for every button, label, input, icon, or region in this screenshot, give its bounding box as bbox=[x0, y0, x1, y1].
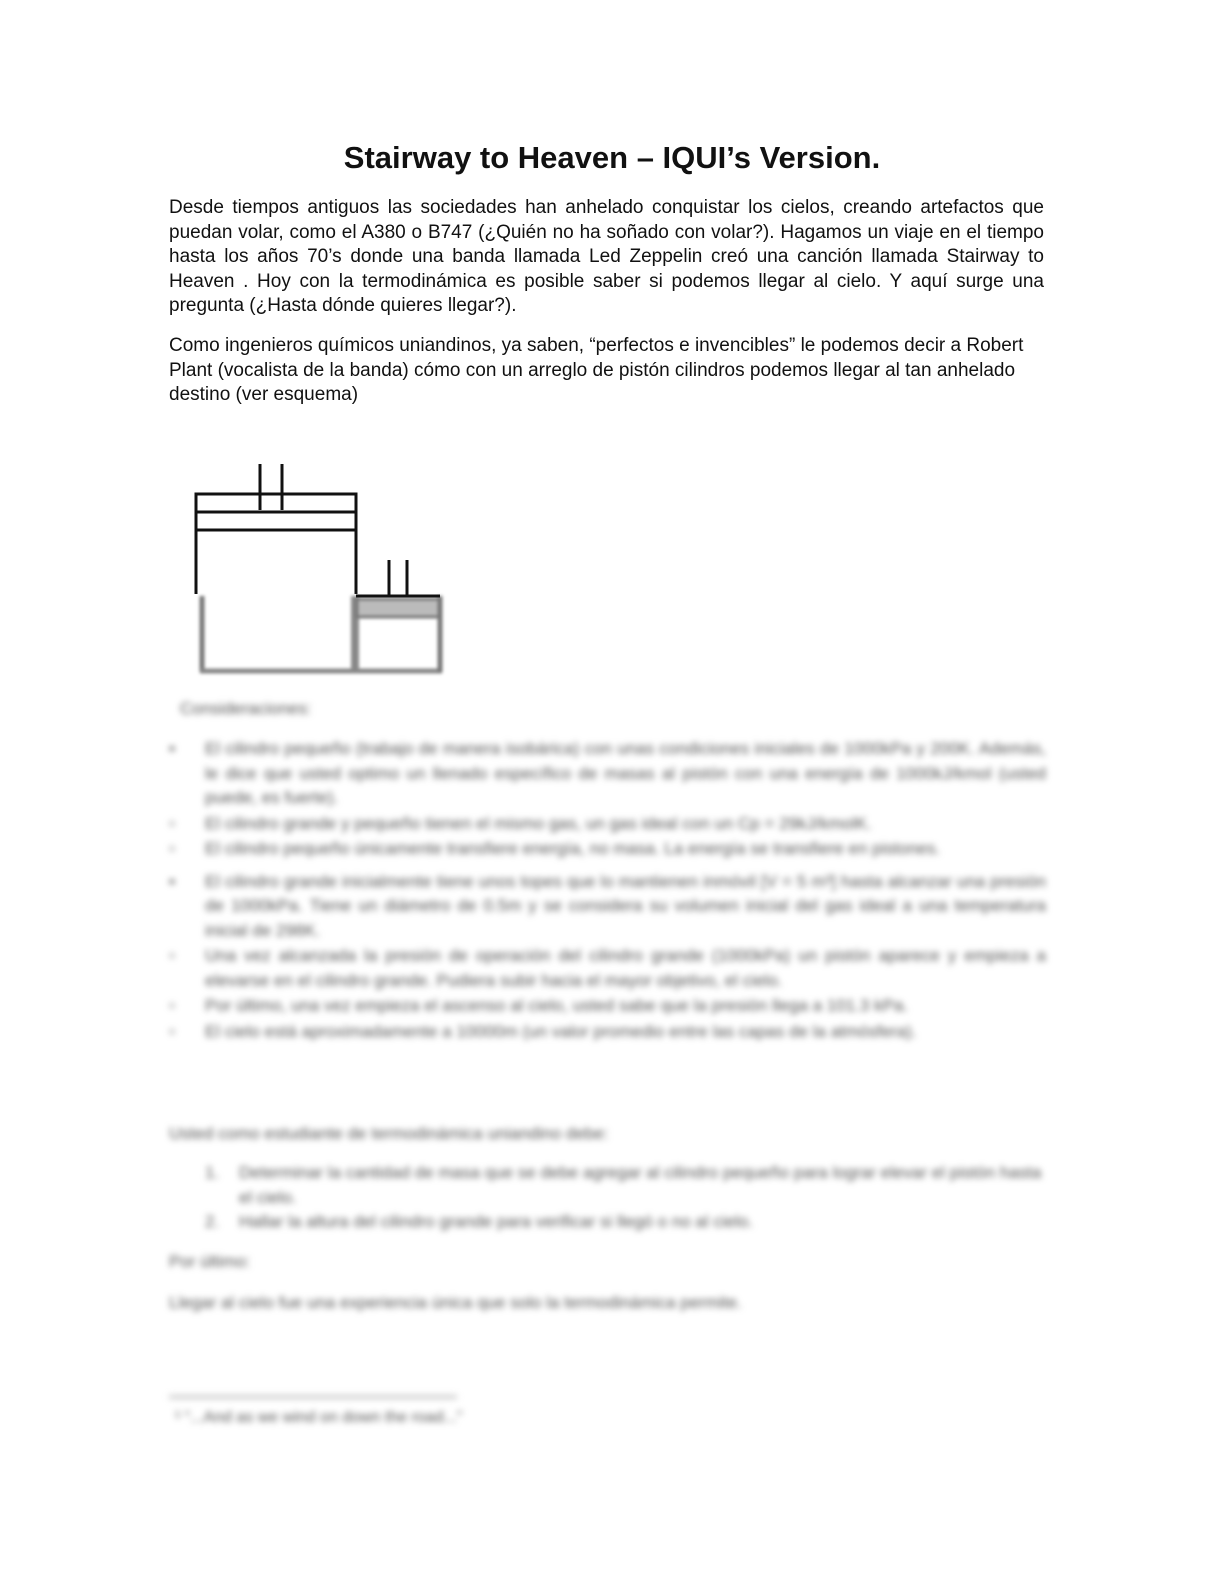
bullet-icon: ▪ bbox=[169, 871, 176, 891]
document-title: Stairway to Heaven – IQUI’s Version. bbox=[343, 140, 881, 175]
list-item: ▪ El cilindro grande inicialmente tiene unos topes que lo mantienen inmóvil [V = 5 m³] hasta alcanzar una presión de 1000kPa. Tiene un diámetro de 0.5m y se considera su volumen inicial del gas ideal a una temperatura inicial de 298K. bbox=[169, 871, 1046, 940]
list-item: ▫ El cilindro pequeño únicamente transfiere energía, no masa. La energía se transfiere en pistones. bbox=[169, 837, 1046, 862]
questions-list bbox=[205, 1161, 1047, 1235]
bullet-icon: ▪ bbox=[169, 739, 176, 758]
list-item: 1. Determinar la cantidad de masa que se debe agregar al cilindro pequeño para lograr elevar el pistón hasta el cielo. bbox=[205, 1163, 1042, 1207]
footnote: ¹ “...And as we wind on down the road...” bbox=[175, 1409, 463, 1426]
bullet-icon: ▫ bbox=[169, 996, 176, 1015]
bullet-icon: ▫ bbox=[169, 946, 176, 965]
list-item: ▫ Una vez alcanzada la presión de operación del cilindro grande (1000kPa) un pistón aparece y empieza a elevarse en el cilindro grande. Pudiera subir hacia el mayor objetivo, el cielo. bbox=[169, 946, 1046, 990]
final-text: Llegar al cielo fue una experiencia única que solo la termodinámica permite. bbox=[169, 1293, 742, 1312]
list-item: ▪ El cilindro pequeño (trabajo de manera isobárica) con unas condiciones iniciales de 1000kPa y 200K. Además, le dice que usted optimo un llenado específico de masas al pistón con una energía de 1000kJ/kmol (usted puede, es fuerte). bbox=[169, 739, 1046, 807]
bullet-icon: ▫ bbox=[169, 813, 176, 833]
considerations-heading: Consideraciones: bbox=[180, 699, 312, 718]
footnote-divider bbox=[169, 1396, 457, 1398]
blurred-lower-cylinders bbox=[200, 596, 442, 672]
considerations-list bbox=[169, 737, 1046, 1045]
bullet-icon: ▫ bbox=[169, 1021, 176, 1041]
question-intro: Usted como estudiante de termodinámica uniandino debe: bbox=[169, 1124, 609, 1143]
piston-cylinder-diagram bbox=[190, 460, 450, 680]
list-item: 2. Hallar la altura del cilindro grande para verificar si llegó o no al cielo. bbox=[205, 1212, 754, 1231]
small-cylinder-rods bbox=[356, 560, 440, 597]
large-cylinder bbox=[196, 464, 356, 594]
list-item: ▫ Por último, una vez empieza el ascenso al cielo, usted sabe que la presión llega a 101.3 kPa. bbox=[169, 994, 1046, 1019]
bullet-icon: ▫ bbox=[169, 839, 176, 858]
final-label: Por último: bbox=[169, 1252, 251, 1271]
list-item: ▫ El cielo está aproximadamente a 10000m (un valor promedio entre las capas de la atmósfera). bbox=[169, 1020, 1046, 1045]
list-item: ▫ El cilindro grande y pequeño tienen el mismo gas, un gas ideal con un Cp = 29kJ/kmolK. bbox=[169, 812, 1046, 837]
context-paragraph: Como ingenieros químicos uniandinos, ya saben, “perfectos e invencibles” le podemos decir a Robert Plant (vocalista de la banda) cómo con un arreglo de pistón cilindros podemos llegar al tan anhelado destino (ver esquema) bbox=[169, 335, 1024, 405]
intro-paragraph: Desde tiempos antiguos las sociedades han anhelado conquistar los cielos, creando artefactos que puedan volar, como el A380 o B747 (¿Quién no ha soñado con volar?). Hagamos un viaje en el tiempo hasta los años 70’s donde una banda llamada Led Zeppelin creó una canción llamada Stairway to Heaven . Hoy con la termodinámica es posible saber si podemos llegar al cielo. Y aquí surge una pregunta (¿Hasta dónde quieres llegar?). bbox=[169, 197, 1044, 316]
